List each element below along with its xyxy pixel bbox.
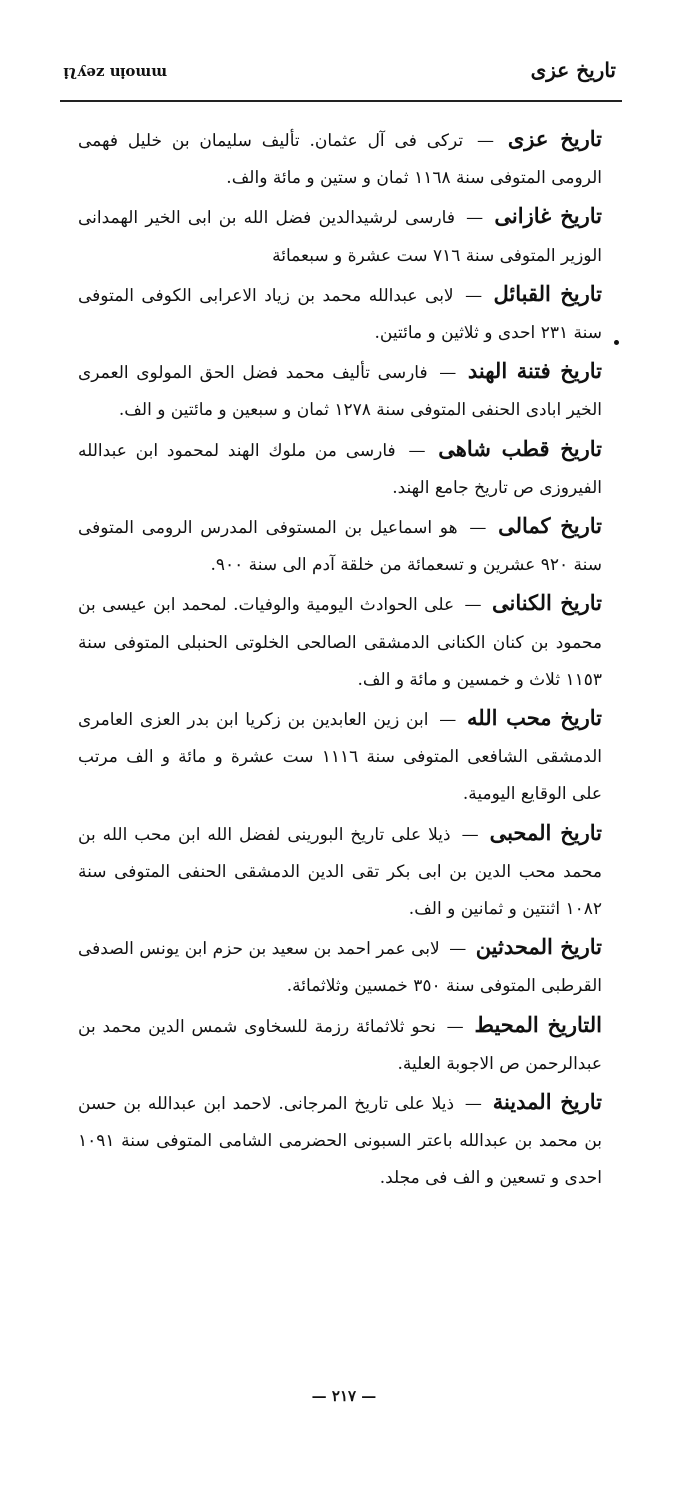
entry: تاريخ الكنانى — على الحوادث اليومية والوفيات. لمحمد ابن عيسى بن محمود بن كنان الكنانى الدمشقى الصالحى الخلوتى الحنبلى المتوفى سنة ١١٥٣ ثلاث و خمسين و مائة و الف.	[78, 590, 602, 690]
entry-title: تاريخ المحبى	[489, 819, 603, 845]
page-number: — ٢١٧ —	[311, 1387, 377, 1405]
margin-dot	[614, 340, 619, 345]
entry: تاريخ القبائل — لابى عبدالله محمد بن زياد الاعرابى الكوفى المتوفى سنة ٢٣١ احدى و ثلاثين و مائتين.	[78, 280, 602, 344]
entry-text: ابن زين العابدين بن زكريا ابن بدر العزى العامرى الدمشقى الشافعى المتوفى سنة ١١١٦ ست عشرة و مائة و الف مرتب على الوقايع اليومية.	[78, 710, 603, 805]
running-header-right: تاريخ عزى	[530, 58, 616, 82]
entry: تاريخ عزى — تركى فى آل عثمان. تأليف سليمان بن خليل فهمى الرومى المتوفى سنة ١١٦٨ ثمان و ستين و مائة والف.	[78, 126, 603, 189]
entry-title: تاريخ القبائل	[493, 280, 602, 306]
header-rule	[60, 100, 622, 102]
entry: تاريخ قطب شاهى — فارسى من ملوك الهند لمحمود ابن عبدالله الفيروزى ص تاريخ جامع الهند.	[78, 435, 602, 498]
entry-title: تاريخ كمالى	[498, 513, 602, 539]
entry-text: لابى عبدالله محمد بن زياد الاعرابى الكوفى المتوفى سنة ٢٣١ احدى و ثلاثين و مائتين.	[78, 285, 602, 344]
entry-text: على الحوادث اليومية والوفيات. لمحمد ابن عيسى بن محمود بن كنان الكنانى الدمشقى الصالحى الخلوتى الحنبلى المتوفى سنة ١١٥٣ ثلاث و خمسين و مائة و الف.	[78, 595, 602, 690]
entry-title: تاريخ المحدثين	[475, 934, 602, 960]
entry-text: نحو ثلاثمائة رزمة للسخاوى شمس الدين محمد بن عبدالرحمن ص الاجوبة العلية.	[78, 1016, 602, 1074]
entry-title: تاريخ عزى	[507, 126, 603, 151]
entry-title: تاريخ المدينة	[492, 1089, 603, 1115]
entry-title: تاريخ فتنة الهند	[467, 358, 603, 384]
entry-title: تاريخ الكنانى	[491, 590, 602, 616]
entry-text: فارسى من ملوك الهند لمحمود ابن عبدالله الفيروزى ص تاريخ جامع الهند.	[78, 440, 602, 498]
entry: تاريخ محب الله — ابن زين العابدين بن زكريا ابن بدر العزى العامرى الدمشقى الشافعى المتوفى سنة ١١١٦ ست عشرة و مائة و الف مرتب على الوقايع اليومية.	[78, 705, 603, 805]
entry-title: التاريخ المحيط	[474, 1011, 602, 1037]
entry: تاريخ المدينة — ذيلا على تاريخ المرجانى. لاحمد ابن عبدالله بن حسن بن محمد بن عبدالله باعتر السبونى الحضرمى الشامى المتوفى سنة ١٠٩١ احدى و تسعين و الف فى مجلد.	[78, 1089, 603, 1189]
entry-text: فارسى لرشيدالدين فضل الله بن ابى الخير الهمدانى الوزير المتوفى سنة ٧١٦ ست عشرة و سبعمائة	[78, 208, 602, 266]
running-header-left: ᴉʅʎǝz uᴉoɯɯ	[64, 62, 168, 80]
entry: تاريخ المحبى — ذيلا على تاريخ البورينى لفضل الله ابن محب الله بن محمد محب الدين بن ابى بكر تقى الدين الدمشقى الحنفى المتوفى سنة ١٠٨٢ اثنتين و ثمانين و الف.	[78, 819, 603, 920]
entry: تاريخ المحدثين — لابى عمر احمد بن سعيد بن حزم ابن يونس الصدفى القرطبى المتوفى سنة ٣٥٠ خمسين وثلاثمائة.	[78, 934, 602, 997]
entry-text: تركى فى آل عثمان. تأليف سليمان بن خليل فهمى الرومى المتوفى سنة ١١٦٨ ثمان و ستين و مائة والف.	[78, 131, 602, 189]
entry-text: هو اسماعيل بن المستوفى المدرس الرومى المتوفى سنة ٩٢٠ عشرين و تسعمائة من خلقة آدم الى سنة ٩٠٠.	[78, 518, 602, 576]
entry-text: ذيلا على تاريخ المرجانى. لاحمد ابن عبدالله بن حسن بن محمد بن عبدالله باعتر السبونى الحضرمى الشامى المتوفى سنة ١٠٩١ احدى و تسعين و الف فى مجلد.	[78, 1094, 602, 1189]
entry-text: ذيلا على تاريخ البورينى لفضل الله ابن محب الله بن محمد محب الدين بن ابى بكر تقى الدين الدمشقى الحنفى المتوفى سنة ١٠٨٢ اثنتين و ثمانين و الف.	[78, 824, 602, 920]
entry-text: فارسى تأليف محمد فضل الحق المولوى العمرى الخير ابادى الحنفى المتوفى سنة ١٢٧٨ ثمان و سبعين و مائتين و الف.	[78, 363, 602, 421]
page-body	[78, 120, 602, 1198]
entry: تاريخ غازانى — فارسى لرشيدالدين فضل الله بن ابى الخير الهمدانى الوزير المتوفى سنة ٧١٦ ست عشرة و سبعمائة	[78, 203, 602, 266]
entry: تاريخ فتنة الهند — فارسى تأليف محمد فضل الحق المولوى العمرى الخير ابادى الحنفى المتوفى سنة ١٢٧٨ ثمان و سبعين و مائتين و الف.	[78, 358, 603, 421]
entry-title: تاريخ قطب شاهى	[438, 435, 602, 461]
entry: التاريخ المحيط — نحو ثلاثمائة رزمة للسخاوى شمس الدين محمد بن عبدالرحمن ص الاجوبة العلية.	[78, 1011, 602, 1074]
entry: تاريخ كمالى — هو اسماعيل بن المستوفى المدرس الرومى المتوفى سنة ٩٢٠ عشرين و تسعمائة من خلقة آدم الى سنة ٩٠٠.	[78, 513, 602, 576]
entry-title: تاريخ محب الله	[466, 705, 602, 731]
entry-text: لابى عمر احمد بن سعيد بن حزم ابن يونس الصدفى القرطبى المتوفى سنة ٣٥٠ خمسين وثلاثمائة.	[78, 939, 602, 997]
entry-title: تاريخ غازانى	[494, 203, 602, 229]
